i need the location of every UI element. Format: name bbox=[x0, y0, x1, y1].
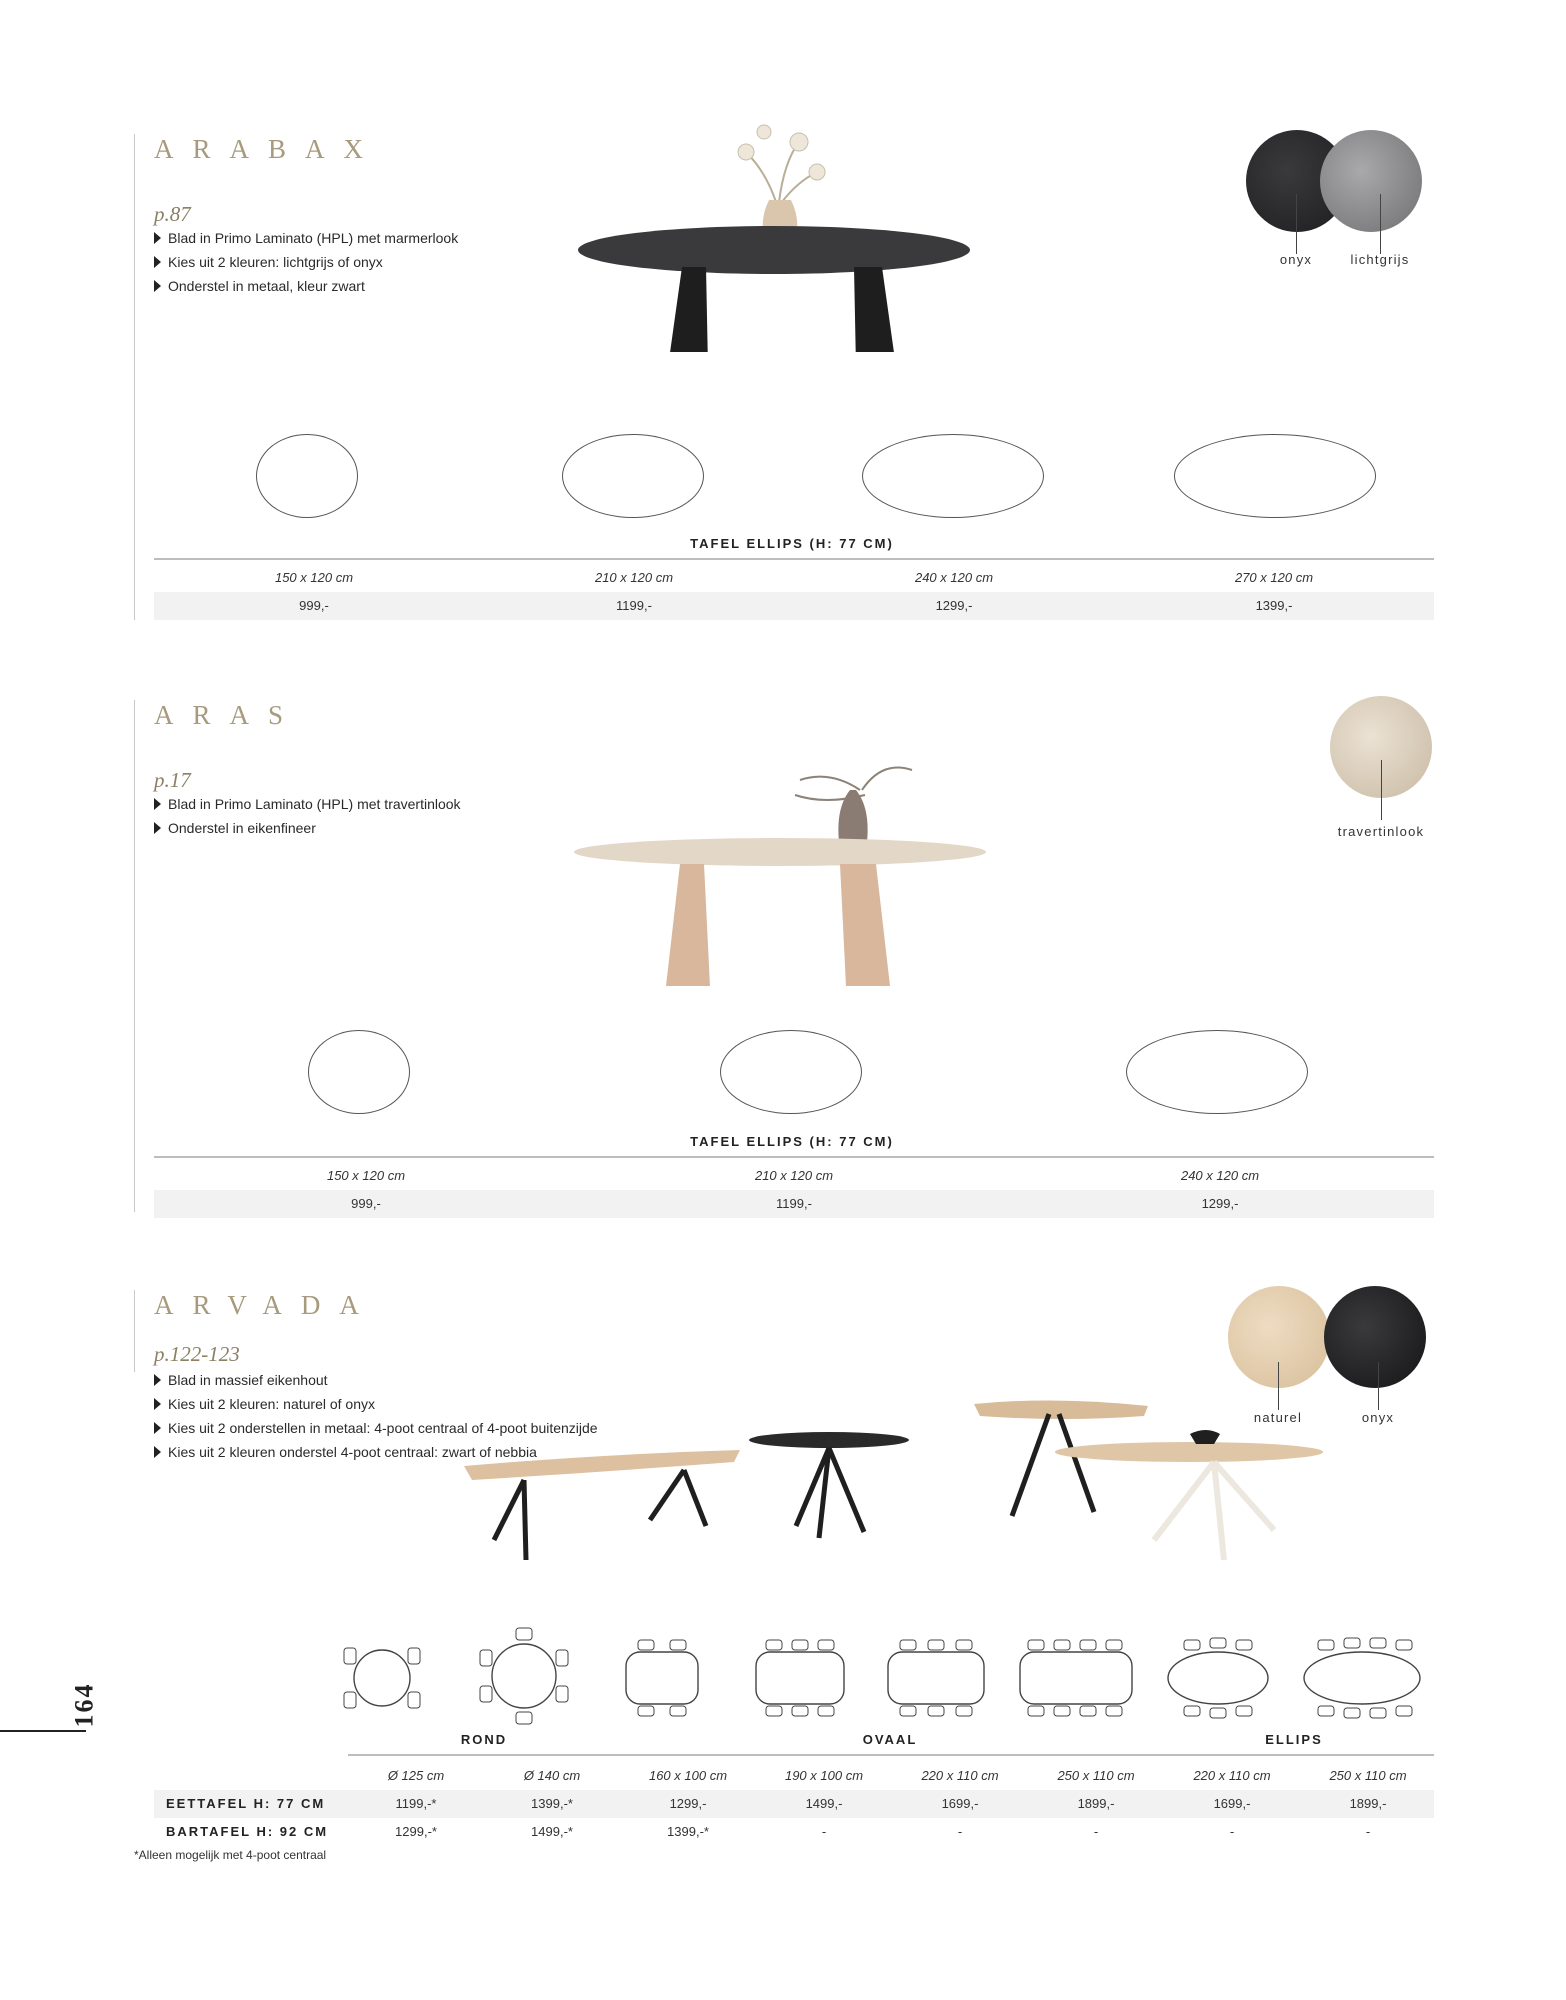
product-photo-arvada bbox=[454, 1400, 1374, 1600]
table-shape-outline bbox=[1126, 1030, 1308, 1114]
size-cell: 220 x 110 cm bbox=[921, 1768, 999, 1783]
size-cell: 210 x 120 cm bbox=[754, 1168, 834, 1183]
section-divider-line bbox=[134, 700, 135, 1212]
price-cell: 1399,-* bbox=[667, 1824, 709, 1839]
bullet-triangle-icon bbox=[154, 256, 161, 268]
price-row-band bbox=[154, 592, 1434, 620]
feature-item: Kies uit 2 kleuren: lichtgrijs of onyx bbox=[154, 250, 458, 274]
swatch-label-lichtgrijs: lichtgrijs bbox=[1350, 252, 1410, 267]
feature-item: Kies uit 2 onderstellen in metaal: 4-poot centraal of 4-poot buitenzijde bbox=[154, 1416, 598, 1440]
table-top-dark bbox=[578, 226, 970, 274]
size-cell: 210 x 120 cm bbox=[594, 570, 674, 585]
price-cell: 1899,- bbox=[1077, 1796, 1115, 1811]
price-cell: 999,- bbox=[299, 598, 329, 613]
group-label-ovaal: OVAAL bbox=[862, 1732, 918, 1747]
arabax-section bbox=[134, 134, 1434, 620]
swatch-pointer-line bbox=[1381, 760, 1382, 820]
size-cell: 160 x 100 cm bbox=[648, 1768, 728, 1783]
size-cell: 250 x 110 cm bbox=[1329, 1768, 1407, 1783]
size-cell: 270 x 120 cm bbox=[1234, 570, 1314, 585]
group-label-rond: ROND bbox=[460, 1732, 508, 1747]
product-photo-aras bbox=[570, 740, 990, 1020]
feature-item: Kies uit 2 kleuren: naturel of onyx bbox=[154, 1392, 598, 1416]
bullet-triangle-icon bbox=[154, 1374, 161, 1386]
table-shape-outline bbox=[256, 434, 358, 518]
size-cell: 240 x 120 cm bbox=[1180, 1168, 1260, 1183]
price-cell: 1499,- bbox=[805, 1796, 843, 1811]
table-shape-outline bbox=[720, 1030, 862, 1114]
size-cell: 190 x 100 cm bbox=[784, 1768, 864, 1783]
feature-item: Kies uit 2 kleuren onderstel 4-poot centraal: zwart of nebbia bbox=[154, 1440, 598, 1464]
table-title: TAFEL ELLIPS (H: 77 CM) bbox=[690, 1134, 894, 1149]
seating-diagram-rond-125 bbox=[340, 1636, 424, 1720]
table-top-oak bbox=[464, 1450, 740, 1480]
seating-diagram-ovaal-190 bbox=[752, 1636, 848, 1720]
swatch-label-onyx: onyx bbox=[1279, 252, 1313, 267]
table-shape-outline bbox=[1174, 434, 1376, 518]
product-title: ARVADA bbox=[154, 1290, 378, 1320]
feature-list bbox=[154, 226, 458, 298]
seating-diagram-ellips-250 bbox=[1300, 1636, 1424, 1720]
table-title: TAFEL ELLIPS (H: 77 CM) bbox=[690, 536, 894, 551]
arvada-section bbox=[134, 1290, 1434, 1839]
price-cell: 1899,- bbox=[1349, 1796, 1387, 1811]
bullet-triangle-icon bbox=[154, 1398, 161, 1410]
size-cell: 150 x 120 cm bbox=[326, 1168, 406, 1183]
feature-item: Blad in massief eikenhout bbox=[154, 1368, 598, 1392]
price-cell: 1299,- bbox=[669, 1796, 707, 1811]
size-cell: 240 x 120 cm bbox=[914, 570, 994, 585]
group-label-ellips: ELLIPS bbox=[1265, 1732, 1323, 1747]
price-cell: 1499,-* bbox=[531, 1824, 573, 1839]
row-label-eettafel: EETTAFEL H: 77 CM bbox=[166, 1796, 326, 1811]
swatch-lichtgrijs bbox=[1320, 130, 1422, 232]
table-rule bbox=[154, 1156, 1434, 1158]
bullet-triangle-icon bbox=[154, 798, 161, 810]
size-cell: 150 x 120 cm bbox=[274, 570, 354, 585]
bullet-triangle-icon bbox=[154, 232, 161, 244]
swatch-pointer-line bbox=[1296, 194, 1297, 254]
section-divider-line bbox=[134, 1290, 135, 1372]
seating-diagram-ovaal-160 bbox=[620, 1636, 704, 1720]
page-reference: p.122-123 bbox=[154, 1342, 240, 1366]
table-top-oak bbox=[1055, 1442, 1323, 1462]
price-cell: - bbox=[821, 1824, 827, 1839]
product-photo-arabax bbox=[574, 102, 974, 352]
price-cell: 1299,- bbox=[1201, 1196, 1239, 1211]
bullet-triangle-icon bbox=[154, 1446, 161, 1458]
feature-item: Blad in Primo Laminato (HPL) met marmerlook bbox=[154, 226, 458, 250]
vase-with-branches bbox=[795, 768, 912, 851]
size-cell: Ø 125 cm bbox=[387, 1768, 445, 1783]
price-cell: 1699,- bbox=[941, 1796, 979, 1811]
table-leg bbox=[840, 864, 890, 986]
feature-list bbox=[154, 792, 461, 840]
feature-item: Onderstel in metaal, kleur zwart bbox=[154, 274, 458, 298]
bullet-triangle-icon bbox=[154, 1422, 161, 1434]
price-cell: 1299,- bbox=[935, 598, 973, 613]
price-cell: 1199,-* bbox=[395, 1796, 437, 1811]
bullet-triangle-icon bbox=[154, 280, 161, 292]
price-cell: - bbox=[1093, 1824, 1099, 1839]
table-leg bbox=[666, 864, 710, 986]
swatch-onyx bbox=[1324, 1286, 1426, 1388]
swatch-pointer-line bbox=[1278, 1362, 1279, 1410]
price-cell: 1299,-* bbox=[395, 1824, 437, 1839]
price-cell: - bbox=[957, 1824, 963, 1839]
aras-section bbox=[134, 700, 1434, 1212]
price-cell: 1199,- bbox=[616, 598, 652, 613]
product-title: ARABAX bbox=[154, 134, 383, 164]
table-top-travertine bbox=[574, 838, 986, 866]
row-label-bartafel: BARTAFEL H: 92 CM bbox=[166, 1824, 329, 1839]
swatch-naturel bbox=[1228, 1286, 1330, 1388]
table-shape-outline bbox=[862, 434, 1044, 518]
product-title: ARAS bbox=[154, 700, 303, 730]
bullet-triangle-icon bbox=[154, 822, 161, 834]
size-cell: Ø 140 cm bbox=[523, 1768, 581, 1783]
footnote: *Alleen mogelijk met 4-poot centraal bbox=[134, 1848, 327, 1862]
price-cell: - bbox=[1365, 1824, 1371, 1839]
seating-diagram-ovaal-220 bbox=[884, 1636, 988, 1720]
section-divider-line bbox=[134, 134, 135, 620]
bowl bbox=[1190, 1430, 1220, 1444]
swatch-label-onyx: onyx bbox=[1361, 1410, 1395, 1425]
price-cell: 1199,- bbox=[776, 1196, 812, 1211]
swatch-pointer-line bbox=[1380, 194, 1381, 254]
page-reference: p.87 bbox=[154, 202, 191, 226]
page-number-rule bbox=[0, 1730, 86, 1732]
table-leg bbox=[668, 267, 708, 352]
seating-diagram-ellips-220 bbox=[1164, 1636, 1272, 1720]
feature-item: Onderstel in eikenfineer bbox=[154, 816, 461, 840]
vase-with-flowers bbox=[738, 125, 825, 240]
feature-item: Blad in Primo Laminato (HPL) met travertinlook bbox=[154, 792, 461, 816]
price-cell: - bbox=[1229, 1824, 1235, 1839]
swatch-pointer-line bbox=[1378, 1362, 1379, 1410]
table-rule bbox=[348, 1754, 1434, 1756]
table-shape-outline bbox=[562, 434, 704, 518]
swatch-label-travertinlook: travertinlook bbox=[1337, 824, 1425, 839]
page-number: 164 bbox=[69, 1682, 99, 1728]
size-cell: 250 x 110 cm bbox=[1057, 1768, 1135, 1783]
swatch-label-naturel: naturel bbox=[1253, 1410, 1303, 1425]
price-cell: 1399,-* bbox=[531, 1796, 573, 1811]
size-cell: 220 x 110 cm bbox=[1193, 1768, 1271, 1783]
table-rule bbox=[154, 558, 1434, 560]
page-reference: p.17 bbox=[154, 768, 191, 792]
seating-diagram-ovaal-250 bbox=[1016, 1636, 1136, 1720]
price-cell: 999,- bbox=[351, 1196, 381, 1211]
price-cell: 1399,- bbox=[1255, 598, 1293, 613]
table-top-onyx bbox=[749, 1432, 909, 1448]
table-leg bbox=[854, 267, 896, 352]
seating-diagram-rond-140 bbox=[476, 1626, 572, 1726]
price-cell: 1699,- bbox=[1213, 1796, 1251, 1811]
table-shape-outline bbox=[308, 1030, 410, 1114]
